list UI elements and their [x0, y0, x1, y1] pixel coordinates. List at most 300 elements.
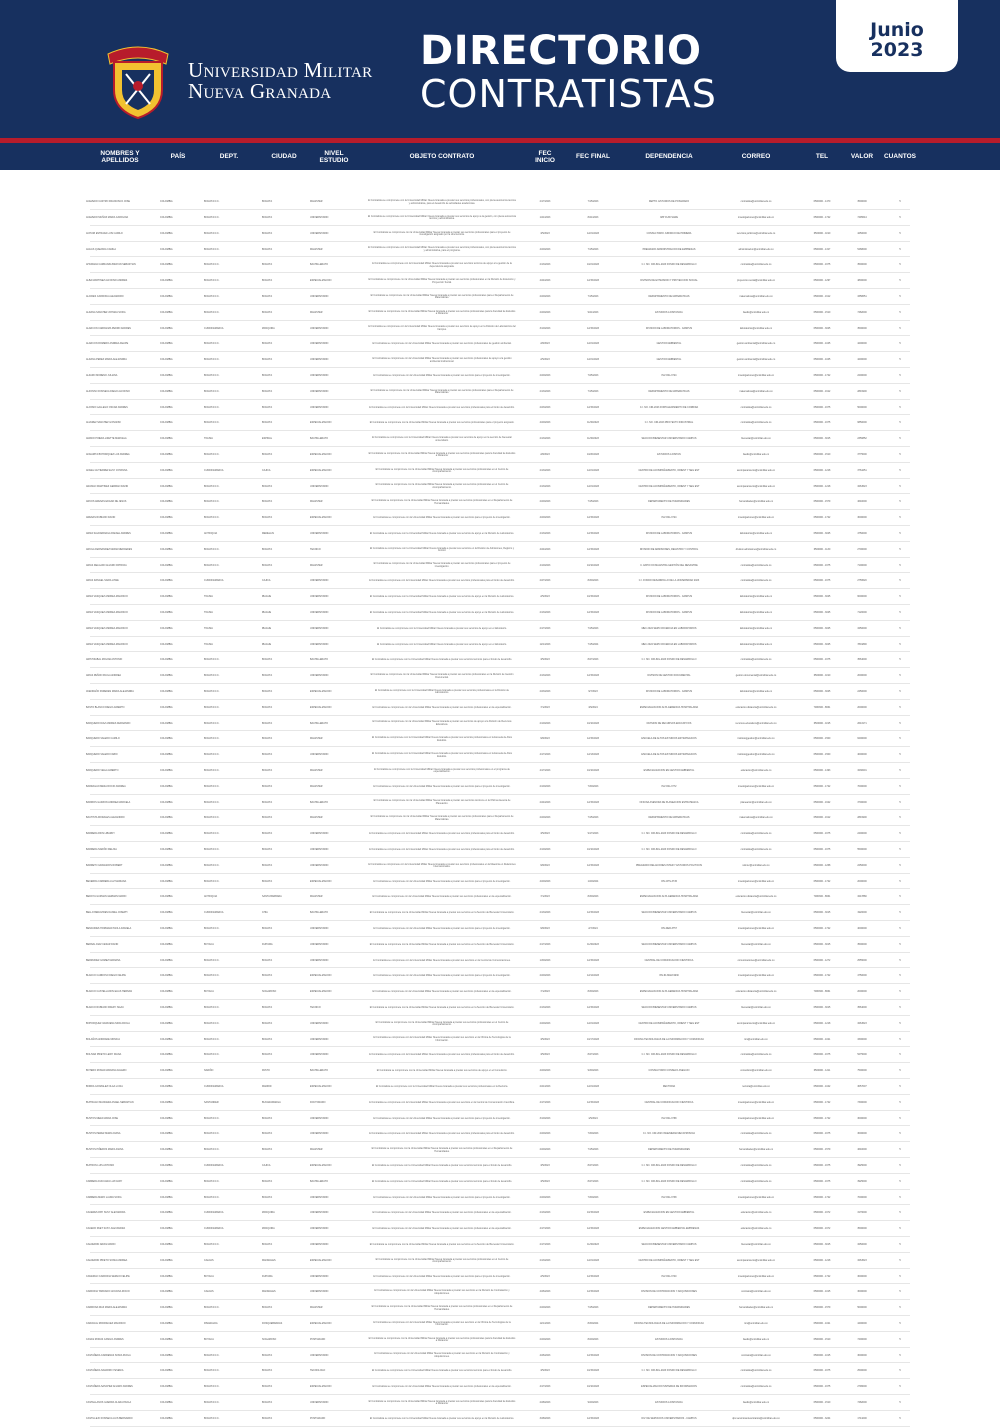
table-row — [0, 527, 1000, 542]
cell-value: 3264523 — [857, 484, 867, 488]
cell-tel: 6500000 - 1675 — [813, 848, 831, 851]
cell-city: ZIPAQUIRA — [262, 1211, 275, 1215]
table-row — [0, 1285, 1000, 1300]
cell-dependency: ESCUELA DE ALTOS ESTUDIOS ESTRATEGICOS — [641, 737, 697, 741]
cell-end: 7/15/2023 — [587, 1148, 599, 1152]
cell-email[interactable]: administracion@unimilitar.edu.co — [738, 247, 774, 251]
cell-email[interactable]: educacion@unimilitar.edu.co — [740, 1211, 772, 1215]
column-header-level: NIVEL ESTUDIO — [319, 149, 349, 164]
cell-start: 4/17/2023 — [539, 1227, 551, 1231]
cell-quotas: 5 — [899, 1274, 901, 1278]
cell-dependency: DEPARTAMENTO DE MATEMATICAS — [648, 389, 690, 393]
cell-quotas: 5 — [899, 1243, 901, 1246]
cell-tel: 6500000 - 1470 — [813, 200, 831, 204]
cell-object: El Contratista se compromete con la Universidad Militar Nueva Granada a prestar sus servicios profesionales en la especialización. — [372, 1227, 512, 1231]
cell-email[interactable]: contratista@unimilitar.edu.co — [740, 658, 772, 662]
cell-tel: 6500000 - 1722 — [813, 974, 831, 978]
cell-end: 7/30/2023 — [587, 1195, 599, 1199]
cell-start: 2/20/2023 — [539, 816, 551, 820]
cell-quotas: 5 — [899, 832, 901, 836]
cell-tel: 6500000 - 1722 — [813, 927, 831, 930]
cell-city: IBAGUE — [262, 642, 272, 646]
cell-object: El Contratista se compromete con la Universidad Militar Nueva Granada a prestar sus servicios profesionales en la Rectoría. — [376, 1085, 508, 1088]
cell-tel: 6500000 - 1510 — [813, 1401, 831, 1404]
cell-email[interactable]: investigaciones@unimilitar.edu.co — [737, 1116, 775, 1120]
cell-value: 2000000 — [857, 674, 867, 678]
cell-email[interactable]: faedis@unimilitar.edu.co — [742, 453, 770, 456]
table-row — [0, 1032, 1000, 1047]
cell-value: 3000000 — [857, 1132, 867, 1136]
table-row — [0, 448, 1000, 463]
cell-value: 2250000 — [857, 863, 867, 867]
cell-country: COLOMBIA — [160, 1322, 173, 1325]
cell-object: El Contratista se compromete con la Universidad Militar Nueva Granada a prestar sus servicios profesionales en el Departamento de Humanidades. — [371, 499, 513, 505]
cell-end: 12/15/2023 — [587, 800, 599, 804]
cell-dependency: ESCUELA DE ALTOS ESTUDIOS ESTRATEGICOS — [641, 753, 697, 757]
cell-country: COLOMBIA — [160, 1195, 173, 1199]
cell-dept: BOYACA — [204, 942, 214, 946]
cell-value: 2000000 — [857, 705, 867, 709]
cell-name: BARQUERO VALERO CAMILO — [86, 737, 120, 741]
cell-tel: 6500000 - 1675 — [813, 1053, 831, 1057]
cell-email[interactable]: division.admisiones@unimilitar.edu.co — [735, 547, 777, 551]
cell-email[interactable]: educacion.distancia@unimilitar.edu.co — [735, 990, 777, 994]
cell-value: 3250000 — [857, 1243, 867, 1246]
cell-email[interactable]: laboratorios@unimilitar.edu.co — [739, 595, 773, 599]
cell-email[interactable]: contratista@unimilitar.edu.co — [740, 1132, 772, 1136]
cell-email[interactable]: consultorio@unimilitar.edu.co — [740, 1069, 772, 1073]
cell-dependency: ESTUDIOS A DISTANCIA — [655, 1337, 683, 1341]
cell-object: El Contratista se compromete con la Universidad Militar Nueva Granada a prestar sus servicios de apoyo en la División de Laboratorios del Campus. — [368, 325, 516, 331]
cell-city: BOGOTA — [262, 1021, 273, 1025]
cell-level: BACHILLERATO — [310, 721, 328, 725]
cell-country: COLOMBIA — [160, 816, 173, 820]
cell-email[interactable]: laboratorios@unimilitar.edu.co — [739, 326, 773, 330]
cell-value: 1920000 — [857, 911, 867, 915]
cell-email[interactable]: relinter@unimilitar.edu.co — [742, 863, 770, 867]
cell-email[interactable]: tics@unimilitar.edu.co — [744, 1037, 768, 1041]
cell-end: 7/15/2023 — [587, 816, 599, 820]
cell-country: COLOMBIA — [160, 690, 173, 693]
cell-dept: BOGOTA D.C. — [204, 516, 220, 520]
cell-object: El Contratista se compromete con la Universidad Militar Nueva Granada a prestar sus servicios para el proyecto de investigación. — [373, 784, 511, 788]
cell-email[interactable]: rectoria@unimilitar.edu.co — [742, 1085, 770, 1088]
cell-end: 12/15/2023 — [587, 1290, 599, 1294]
cell-email[interactable]: acompanamiento@unimilitar.edu.co — [736, 484, 776, 488]
cell-name: ANGEL GUTIERREZ ELSY JOHANNA — [86, 468, 128, 472]
cell-level: MAGISTER — [310, 816, 323, 820]
table-row — [0, 574, 1000, 589]
cell-email[interactable]: investigaciones@unimilitar.edu.co — [737, 516, 775, 520]
cell-value: 3450000 — [857, 626, 867, 630]
cell-value: 6000000 — [857, 595, 867, 599]
cell-dependency: ESPECIALIZACION ALTA GERENCIA HOSPITALARIA — [639, 895, 699, 899]
table-row — [0, 1348, 1000, 1363]
cell-level: UNIVERSITARIO — [310, 1290, 329, 1294]
cell-value: 3500000 — [857, 263, 867, 267]
cell-start: 2/5/2023 — [540, 358, 550, 362]
cell-email[interactable]: investigaciones@unimilitar.edu.co — [737, 784, 775, 788]
cell-name: ANGARITA BOHORQUEZ LUZ ANDREA — [86, 453, 130, 456]
cell-tel: 6500000 - 1675 — [813, 579, 831, 583]
cell-object: El Contratista se compromete con la Universidad Militar Nueva Granada a prestar sus servicios profesionales para el proyecto de investigación. — [373, 562, 511, 568]
cell-email[interactable]: faedis@unimilitar.edu.co — [742, 1337, 770, 1341]
cell-email[interactable]: contratista@unimilitar.edu.co — [740, 579, 772, 583]
cell-country: COLOMBIA — [160, 216, 173, 219]
cell-country: COLOMBIA — [160, 547, 173, 551]
cell-tel: 6500000 - 1579 — [813, 1306, 831, 1310]
cell-dependency: OFICINA TECNOLOGIAS DE LA INFORMACION Y COMUNICAC — [633, 1322, 705, 1325]
cell-email[interactable]: acompanamiento@unimilitar.edu.co — [736, 1258, 776, 1262]
cell-name: CARDONA TABOADO GIOVANA ROCIO — [86, 1290, 130, 1294]
cell-email[interactable]: humanidades@unimilitar.edu.co — [738, 1148, 774, 1152]
cell-object: El Contratista se compromete con la Universidad Militar Nueva Granada a prestar sus servicios para el proyecto de investigación. — [373, 374, 511, 377]
cell-level: ESPECIALIZACION — [310, 516, 332, 520]
column-header-dependency: DEPENDENCIA — [645, 153, 693, 160]
cell-tel: 6500000 - 1612 — [813, 389, 831, 393]
cell-city: BOGOTA — [262, 1195, 273, 1199]
cell-name: BLANCO CARDOSO DIEGO FELIPE — [86, 974, 126, 978]
cell-country: COLOMBIA — [160, 437, 173, 441]
cell-country: COLOMBIA — [160, 326, 173, 330]
cell-end: 12/15/2023 — [587, 1227, 599, 1231]
cell-dept: BOGOTA D.C. — [204, 231, 220, 235]
cell-email[interactable]: contratista@unimilitar.edu.co — [740, 263, 772, 267]
cell-dept: BOGOTA D.C. — [204, 1053, 220, 1057]
table-row — [0, 716, 1000, 731]
cell-email[interactable]: investigaciones@unimilitar.edu.co — [737, 974, 775, 978]
cell-level: UNIVERSITARIO — [310, 532, 329, 535]
cell-tel: 6500000 - 1021 — [813, 1037, 831, 1041]
cell-city: IBAGUE — [262, 611, 272, 614]
cell-quotas: 5 — [899, 642, 901, 646]
cell-value: 3264523 — [857, 1021, 867, 1025]
cell-email[interactable]: laboratorios@unimilitar.edu.co — [739, 642, 773, 646]
cell-email[interactable]: acompanamiento@unimilitar.edu.co — [736, 468, 776, 472]
cell-city: BOGOTA — [262, 674, 273, 678]
cell-name: CACERES PATI SUSY ALEXANDRA — [86, 1211, 126, 1215]
cell-dependency: DIVISION DE LABORATORIOS - CAMPUS — [645, 326, 693, 330]
cell-dept: CUNDINAMARCA — [204, 326, 224, 330]
cell-object: El Contratista se compromete con la Universidad Militar Nueva Granada a prestar sus servicios profesionales en la especialización. — [372, 1211, 512, 1215]
cell-level: ESPECIALIZACION — [310, 453, 332, 456]
table-row — [0, 1001, 1000, 1016]
cell-email[interactable]: contratista@unimilitar.edu.co — [740, 1385, 772, 1389]
cell-quotas: 5 — [899, 247, 901, 251]
cell-dependency: INV-DER-3757 — [661, 927, 677, 930]
cell-quotas: 5 — [899, 326, 901, 330]
page-title-line2: CONTRATISTAS — [420, 72, 717, 116]
cell-dependency: INV-CHS-3745 — [661, 879, 677, 883]
cell-email[interactable]: faedis@unimilitar.edu.co — [742, 310, 770, 314]
cell-dependency: C.I. FONDO DESARROLLO DE LA UNIVERSIDAD 2023 — [638, 579, 700, 583]
table-row — [0, 1190, 1000, 1205]
cell-tel: 6500000 - 1195 — [813, 721, 831, 725]
cell-city: BOGOTA — [262, 1416, 273, 1420]
cell-name: BUITRAGO MANCERA ANGEL SEBASTIAN — [86, 1100, 134, 1104]
cell-email[interactable]: contratista@unimilitar.edu.co — [740, 200, 772, 204]
cell-quotas: 5 — [899, 737, 901, 741]
cell-start: 2/17/2023 — [539, 200, 551, 204]
cell-start: 2/5/2023 — [540, 595, 550, 599]
cell-level: UNIVERSITARIO — [310, 674, 329, 678]
cell-country: COLOMBIA — [160, 1337, 173, 1341]
cell-email[interactable]: contratista@unimilitar.edu.co — [740, 848, 772, 851]
cell-end: 10/10/2023 — [587, 563, 599, 567]
cell-start: 4/10/2023 — [539, 848, 551, 851]
cell-country: COLOMBIA — [160, 1037, 173, 1041]
cell-city: BOGOTA — [262, 358, 273, 362]
cell-country: COLOMBIA — [160, 895, 173, 899]
table-row — [0, 1111, 1000, 1126]
cell-email[interactable]: contratista@unimilitar.edu.co — [740, 832, 772, 836]
table-row — [0, 211, 1000, 226]
cell-level: UNIVERSITARIO — [310, 642, 329, 646]
cell-email[interactable]: investigaciones@unimilitar.edu.co — [737, 216, 775, 219]
column-header-dept: DEPT. — [219, 153, 239, 160]
cell-quotas: 5 — [899, 1337, 901, 1341]
cell-dependency: DIVISION DE GESTION DOCUMENTAL — [647, 674, 691, 678]
cell-tel: 6500000 - 1672 — [813, 1211, 831, 1215]
cell-email[interactable]: contratista@unimilitar.edu.co — [740, 405, 772, 409]
cell-start: 2/17/2023 — [539, 1243, 551, 1246]
cell-tel: 6500000 - 1612 — [813, 816, 831, 820]
cell-name: ARIAS PEÑON PAULA ANDREA — [86, 674, 122, 678]
cell-email[interactable]: humanidades@unimilitar.edu.co — [738, 500, 774, 504]
cell-email[interactable]: contratista@unimilitar.edu.co — [740, 1053, 772, 1057]
cell-email[interactable]: investigaciones@unimilitar.edu.co — [737, 879, 775, 883]
cell-dept: CUNDINAMARCA — [204, 1085, 224, 1088]
table-row — [0, 369, 1000, 384]
cell-tel: 6500000 - 1510 — [813, 453, 831, 456]
cell-country: COLOMBIA — [160, 658, 173, 662]
cell-email[interactable]: contratos@unimilitar.edu.co — [741, 1290, 771, 1294]
cell-email[interactable]: contratista@unimilitar.edu.co — [740, 1179, 772, 1183]
cell-email[interactable]: matematicas@unimilitar.edu.co — [739, 389, 773, 393]
table-row — [0, 432, 1000, 447]
cell-object: El Contratista se compromete con la Universidad Militar Nueva Granada a prestar sus servicios profesionales para el fondo de desarrollo. — [369, 848, 515, 851]
cell-dependency: DIVISION DE EXTENSION Y PROYECCION SOCIAL — [640, 279, 698, 283]
cell-level: UNIVERSITARIO — [310, 942, 329, 946]
cell-value: 3176000 — [857, 1211, 867, 1215]
cell-object: El Contratista se compromete con la Universidad Militar Nueva Granada a prestar sus servicios de apoyo en la División de Laboratorios. — [369, 595, 515, 599]
cell-quotas: 5 — [899, 579, 901, 583]
cell-email[interactable]: tics@unimilitar.edu.co — [744, 1322, 768, 1325]
cell-dependency: CENTRAL DE COMUNICACION CIENTIFICA — [644, 958, 694, 962]
cell-value: 7400000 — [857, 1337, 867, 1341]
cell-start: 2/13/2023 — [539, 389, 551, 393]
cell-tel: 6500000 - 3015 — [813, 1006, 831, 1009]
cell-object: El Contratista se compromete con la Universidad Militar Nueva Granada a prestar sus servicios profesionales para la Facultad de Estudios a Distancia. — [368, 1399, 516, 1406]
cell-quotas: 5 — [899, 879, 901, 883]
cell-object: El Contratista se compromete con la Universidad Militar Nueva Granada a prestar sus servicios en la Sección de Bienestar Universitario. — [369, 911, 515, 915]
cell-end: 7/25/2023 — [587, 374, 599, 377]
cell-country: COLOMBIA — [160, 200, 173, 204]
cell-dependency: C.I. NO. CIR-ING-2023 FONDO DE DESARROLLO — [641, 263, 697, 267]
cell-email[interactable]: humanidades@unimilitar.edu.co — [738, 1306, 774, 1310]
cell-name: CARVAJAL RODRIGUEZ MAURICIO — [86, 1322, 126, 1325]
cell-object: El Contratista se compromete con la Universidad Militar Nueva Granada a prestar sus servicios en la División de Contratación y Adquisiciones. — [374, 1289, 510, 1295]
cell-end: 12/21/2023 — [587, 468, 599, 472]
cell-dept: BOGOTA D.C. — [204, 247, 220, 251]
cell-email[interactable]: laboratorios@unimilitar.edu.co — [739, 626, 773, 630]
cell-email[interactable]: bienestar@unimilitar.edu.co — [741, 1006, 771, 1009]
cell-start: 4/20/2023 — [539, 1069, 551, 1073]
cell-tel: 6500000 - 1015 — [813, 1353, 831, 1357]
cell-email[interactable]: bienestar@unimilitar.edu.co — [741, 1243, 771, 1246]
cell-end: 10/10/2023 — [587, 721, 599, 725]
cell-email[interactable]: bienestar@unimilitar.edu.co — [741, 911, 771, 915]
cell-object: El Contratista se compromete con la Universidad Militar Nueva Granada a prestar sus servicios para el proyecto de investigación. — [373, 927, 511, 930]
cell-tel: 6500000 - 1675 — [813, 421, 831, 425]
cell-email[interactable]: dpv.serviciosuniversitarios@unimilitar.edu.co — [732, 1416, 780, 1420]
cell-object: El Contratista se compromete con la Universidad Militar Nueva Granada a prestar sus servicios profesionales en el Departamento de Humanidades. — [371, 1304, 513, 1311]
cell-dependency: DEPARTAMENTO DE HUMANIDADES — [648, 500, 690, 504]
cell-email[interactable]: investigaciones@unimilitar.edu.co — [737, 927, 775, 930]
cell-object: El Contratista se compromete con la Universidad Militar Nueva Granada a prestar sus servicios profesionales para el Departamento de Matemáticas. — [370, 293, 514, 300]
cell-start: 4/20/2023 — [539, 421, 551, 425]
cell-city: SANTA BARBARA — [262, 895, 282, 899]
cell-object: El Contratista se compromete con la Universidad Militar Nueva Granada a prestar sus servicios para el proyecto de investigación. — [373, 1274, 511, 1278]
cell-email[interactable]: proyeccion.social@unimilitar.edu.co — [736, 279, 776, 283]
cell-level: MAGISTER — [310, 247, 323, 251]
table-row — [0, 306, 1000, 321]
cell-dependency: C.I. NO. CIR-2023 PROYECTO INDUSTRIAL — [644, 421, 694, 425]
column-header-start: FEC INICIO — [535, 149, 555, 164]
cell-quotas: 5 — [899, 1322, 901, 1325]
table-row — [0, 890, 1000, 905]
cell-email[interactable]: contratista@unimilitar.edu.co — [740, 1369, 772, 1373]
cell-object: El Contratista se compromete con la Universidad Militar Nueva Granada a prestar sus servicios de apoyo en el laboratorio. — [377, 626, 507, 630]
cell-email[interactable]: acompanamiento@unimilitar.edu.co — [736, 1021, 776, 1025]
cell-email[interactable]: investigaciones@unimilitar.edu.co — [737, 1100, 775, 1104]
cell-email[interactable]: institutoggestion@unimilitar.edu.co — [737, 753, 775, 757]
cell-country: COLOMBIA — [160, 1227, 173, 1231]
cell-email[interactable]: investigaciones@unimilitar.edu.co — [737, 1274, 775, 1278]
cell-email[interactable]: laboratorios@unimilitar.edu.co — [739, 690, 773, 693]
cell-email[interactable]: gestion.ambiental@unimilitar.edu.co — [736, 342, 776, 346]
cell-object: El Contratista se compromete con la Universidad Militar Nueva Granada a prestar sus servicios en la Sección de Bienestar Universitario. — [369, 1006, 515, 1009]
cell-country: COLOMBIA — [160, 1274, 173, 1278]
cell-dependency: C.I. NO. CIR-ING-2023 FONDO DE DESARROLLO — [641, 1179, 697, 1183]
cell-dependency: CENTRO DE ACOMPAÑAMIENTO, ORIENT Y SEG EST — [638, 484, 700, 488]
cell-value: 3700000 — [857, 800, 867, 804]
cell-value: 4250000 — [857, 231, 867, 235]
cell-email[interactable]: faedis@unimilitar.edu.co — [742, 1401, 770, 1404]
cell-email[interactable]: gestion.ambiental@unimilitar.edu.co — [736, 358, 776, 362]
cell-email[interactable]: bienestar@unimilitar.edu.co — [741, 437, 771, 441]
cell-country: COLOMBIA — [160, 247, 173, 251]
cell-dependency: INV-ING-3772 — [661, 784, 677, 788]
cell-email[interactable]: contratista@unimilitar.edu.co — [740, 421, 772, 425]
cell-value: 3500000 — [857, 942, 867, 946]
cell-email[interactable]: bienestar@unimilitar.edu.co — [741, 942, 771, 946]
cell-object: El Contratista se compromete con la Universidad Militar Nueva Granada a prestar sus servicios profesionales en la especialización. — [372, 990, 512, 994]
cell-name: ARISTIZABAL MOLINA ANTONIO — [86, 658, 123, 662]
cell-tel: 6500000 - 1675 — [813, 1132, 831, 1136]
cell-email[interactable]: contratista@unimilitar.edu.co — [740, 563, 772, 567]
cell-tel: 6500000 - 1493 — [813, 769, 831, 772]
cell-quotas: 5 — [899, 1100, 901, 1104]
cell-tel: 7480300 - 8661 — [813, 990, 831, 994]
cell-value: 4800000 — [857, 279, 867, 283]
cell-email[interactable]: investigaciones@unimilitar.edu.co — [737, 1195, 775, 1199]
cell-dept: BOGOTA D.C. — [204, 958, 220, 962]
cell-dept: BOGOTA D.C. — [204, 216, 220, 219]
cell-email[interactable]: gestion.documental@unimilitar.edu.co — [735, 674, 777, 678]
cell-tel: 6500000 - 1268 — [813, 863, 831, 867]
cell-city: CAJICA — [262, 1164, 271, 1167]
cell-value: 4400000 — [857, 1322, 867, 1325]
cell-tel: 6500000 - 1190 — [813, 231, 831, 235]
cell-level: UNIVERSITARIO — [310, 579, 329, 583]
cell-email[interactable]: educacion.distancia@unimilitar.edu.co — [735, 895, 777, 899]
cell-email[interactable]: educacion.distancia@unimilitar.edu.co — [735, 705, 777, 709]
table-row — [0, 1127, 1000, 1142]
table-row — [0, 1301, 1000, 1316]
table-row — [0, 1048, 1000, 1063]
cell-tel: 6500000 - 1672 — [813, 1227, 831, 1231]
cell-quotas: 5 — [899, 1116, 901, 1120]
cell-value: 3925000 — [857, 1179, 867, 1183]
cell-quotas: 5 — [899, 705, 901, 709]
column-header-city: CIUDAD — [271, 153, 297, 160]
cell-quotas: 5 — [899, 547, 901, 551]
cell-email[interactable]: educacion@unimilitar.edu.co — [740, 1227, 772, 1231]
cell-dependency: CENTRO DE ACOMPAÑAMIENTO, ORIENT Y SEG EST — [638, 1258, 700, 1262]
cell-email[interactable]: laboratorios@unimilitar.edu.co — [739, 611, 773, 614]
table-row — [0, 195, 1000, 210]
cell-tel: 6500000 - 1218 — [813, 484, 831, 488]
cell-email[interactable]: matematicas@unimilitar.edu.co — [739, 295, 773, 298]
cell-city: BOGOTA — [262, 832, 273, 836]
cell-email[interactable]: institutoggestion@unimilitar.edu.co — [737, 737, 775, 741]
cell-email[interactable]: contratista@unimilitar.edu.co — [740, 1164, 772, 1167]
cell-end: 12/15/2023 — [587, 516, 599, 520]
cell-end: 10/15/2023 — [587, 1211, 599, 1215]
cell-level: MAGISTER — [310, 737, 323, 741]
cell-dept: BOGOTA D.C. — [204, 1037, 220, 1041]
cell-email[interactable]: educacion@unimilitar.edu.co — [740, 769, 772, 772]
cell-city: BOGOTA — [262, 1401, 273, 1404]
cell-name: BARQUERO DIAZ ANDRES FERNANDO — [86, 721, 131, 725]
cell-email[interactable]: contratos@unimilitar.edu.co — [741, 1353, 771, 1357]
cell-end: 1/20/2024 — [587, 879, 599, 883]
table-row — [0, 906, 1000, 921]
cell-value: 3000000 — [857, 1274, 867, 1278]
cell-email[interactable]: investigaciones@unimilitar.edu.co — [737, 374, 775, 377]
cell-country: COLOMBIA — [160, 800, 173, 804]
cell-name: CAMARGO CARDONA SERGIO FELIPE — [86, 1274, 130, 1278]
cell-email[interactable]: laboratorios@unimilitar.edu.co — [739, 532, 773, 535]
cell-start: 2/13/2023 — [539, 263, 551, 267]
cell-city: BOGOTA — [262, 800, 273, 804]
cell-country: COLOMBIA — [160, 784, 173, 788]
cell-email[interactable]: comunicaciones@unimilitar.edu.co — [737, 958, 775, 962]
cell-country: COLOMBIA — [160, 1053, 173, 1057]
cell-email[interactable]: planeacion@unimilitar.edu.co — [740, 800, 772, 804]
cell-start: 2/20/2023 — [539, 374, 551, 377]
cell-dependency: DIV. DE SERVICIOS UNIVERSITARIOS - CAMPUS — [641, 1416, 697, 1420]
cell-email[interactable]: matematicas@unimilitar.edu.co — [739, 816, 773, 820]
cell-tel: 6500000 - 3025 — [813, 532, 831, 535]
cell-email[interactable]: recursos.educativos@unimilitar.edu.co — [735, 721, 777, 725]
cell-start: 2/13/2023 — [539, 611, 551, 614]
cell-email[interactable]: servicios.juridicos@unimilitar.edu.co — [736, 231, 776, 235]
cell-value: 6200000 — [857, 737, 867, 741]
cell-country: COLOMBIA — [160, 1416, 173, 1420]
cell-dependency: DIVISION DE CONTRATACION Y ADQUISICIONES — [641, 1353, 697, 1357]
